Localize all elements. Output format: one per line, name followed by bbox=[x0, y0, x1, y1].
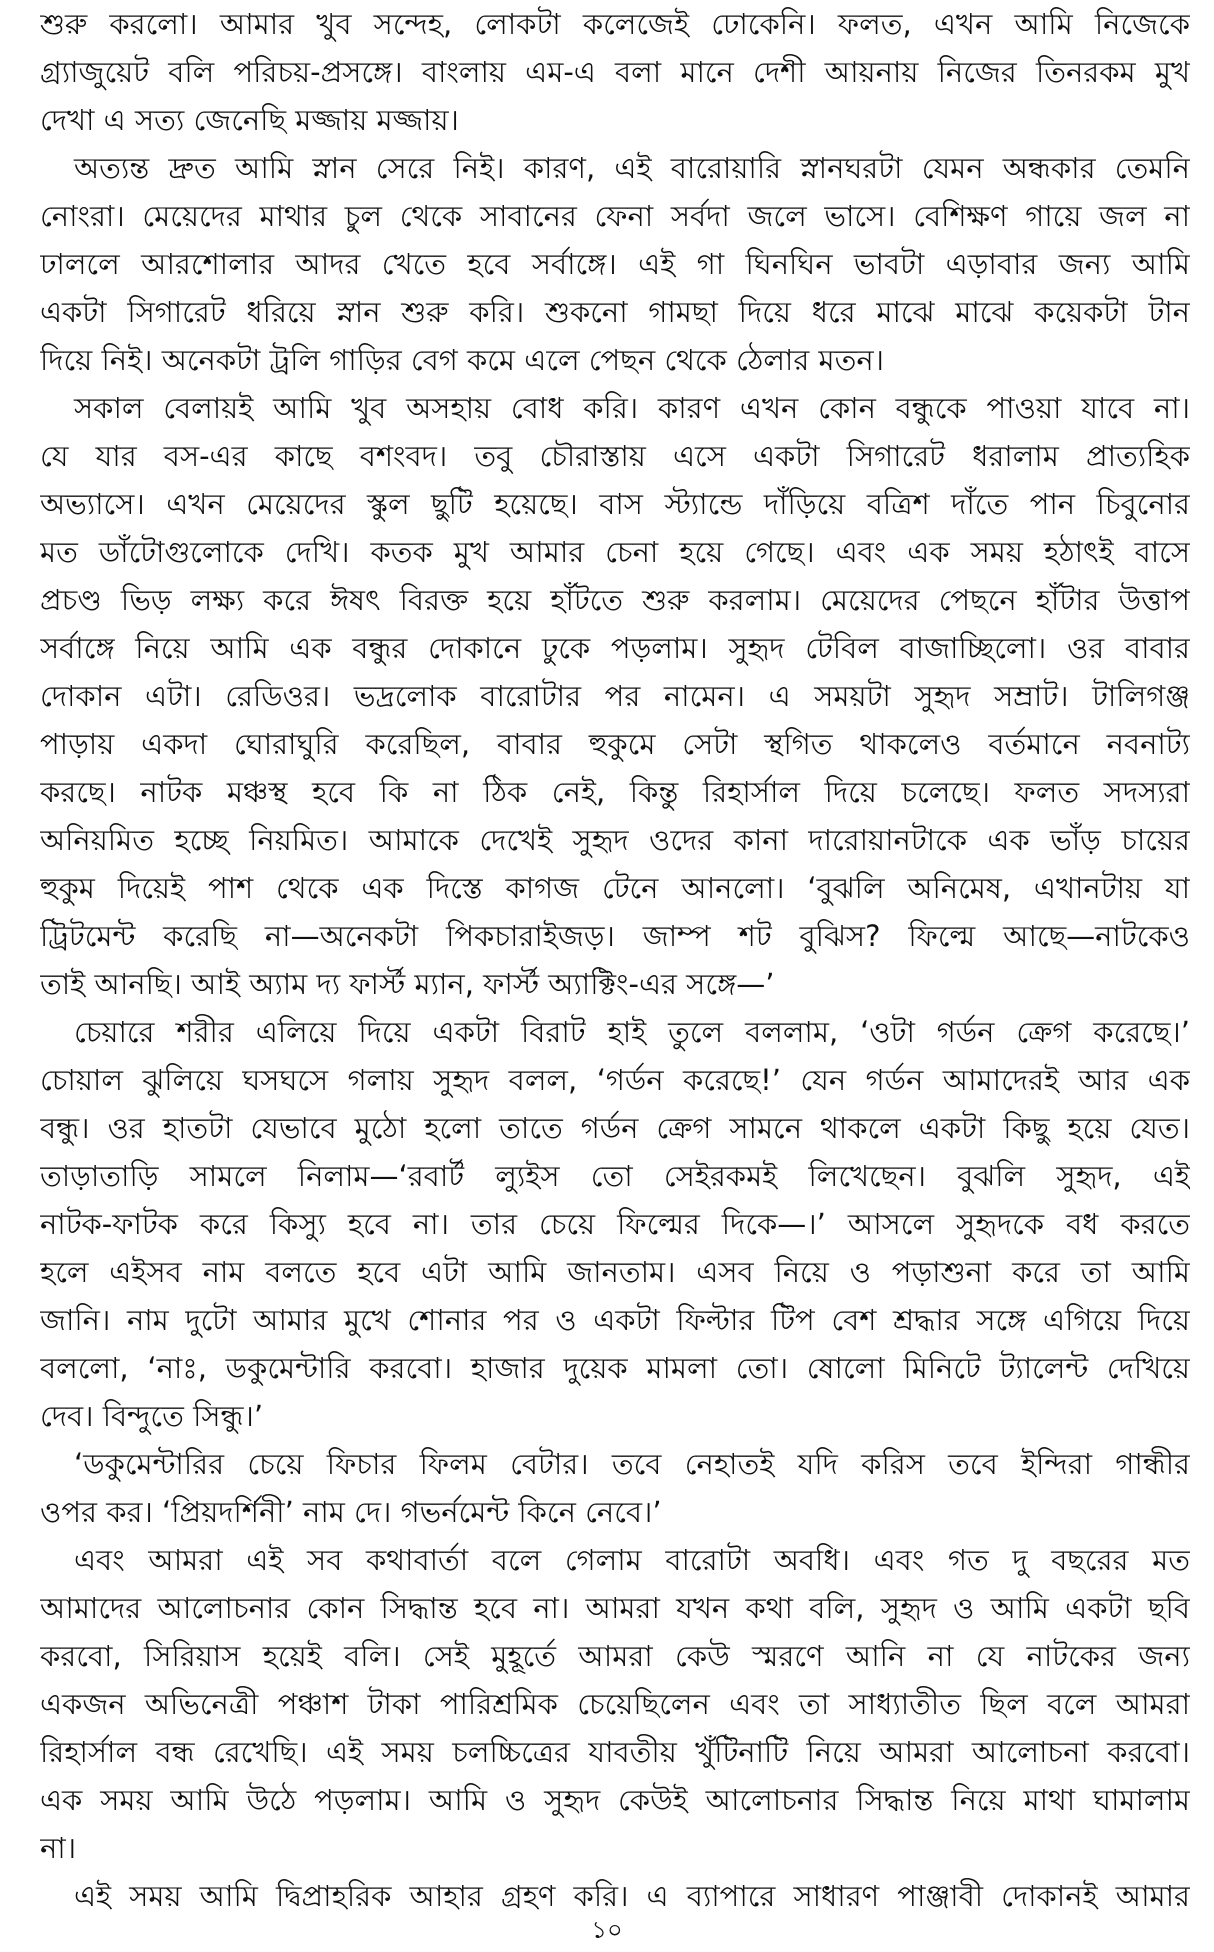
text-line: দেখা এ সত্য জেনেছি মজ্জায় মজ্জায়। bbox=[40, 103, 459, 137]
text-line: সর্বাঙ্গে নিয়ে আমি এক বন্ধুর দোকানে ঢুকে পড়লাম। সুহৃদ টেবিল বাজাচ্ছিলো। ওর বাবার bbox=[40, 631, 1190, 665]
text-line: নাটক-ফাটক করে কিস্যু হবে না। তার চেয়ে ফিল্মের দিকে—।’ আসলে সুহৃদকে বধ করতে bbox=[40, 1207, 1190, 1241]
text-line: চোয়াল ঝুলিয়ে ঘসঘসে গলায় সুহৃদ বলল, ‘গর্ডন করেছে!’ যেন গর্ডন আমাদেরই আর এক bbox=[40, 1063, 1190, 1097]
text-line: আমাদের আলোচনার কোন সিদ্ধান্ত হবে না। আমরা যখন কথা বলি, সুহৃদ ও আমি একটা ছবি bbox=[40, 1591, 1190, 1625]
text-line: পাড়ায় একদা ঘোরাঘুরি করেছিল, বাবার হুকুমে সেটা স্থগিত থাকলেও বর্তমানে নবনাট্য bbox=[40, 727, 1190, 761]
text-line: করছে। নাটক মঞ্চস্থ হবে কি না ঠিক নেই, কিন্তু রিহার্সাল দিয়ে চলেছে। ফলত সদস্যরা bbox=[40, 775, 1190, 809]
text-line: না। bbox=[40, 1831, 77, 1865]
text-line: হুকুম দিয়েই পাশ থেকে এক দিস্তে কাগজ টেনে আনলো। ‘বুঝলি অনিমেষ, এখানটায় যা bbox=[40, 871, 1190, 905]
text-line: এক সময় আমি উঠে পড়লাম। আমি ও সুহৃদ কেউই আলোচনার সিদ্ধান্ত নিয়ে মাথা ঘামালাম bbox=[40, 1783, 1190, 1817]
text-line: গ্র্যাজুয়েট বলি পরিচয়-প্রসঙ্গে। বাংলায় এম-এ বলা মানে দেশী আয়নায় নিজের তিনরকম মুখ bbox=[40, 55, 1190, 89]
text-line: একজন অভিনেত্রী পঞ্চাশ টাকা পারিশ্রমিক চেয়েছিলেন এবং তা সাধ্যাতীত ছিল বলে আমরা bbox=[40, 1687, 1190, 1721]
text-line: তাড়াতাড়ি সামলে নিলাম—‘রবার্ট ল্যুইস তো সেইরকমই লিখেছেন। বুঝলি সুহৃদ, এই bbox=[40, 1159, 1190, 1193]
text-line: দেব। বিন্দুতে সিন্ধু।’ bbox=[40, 1399, 264, 1433]
text-line: অত্যন্ত দ্রুত আমি স্নান সেরে নিই। কারণ, এই বারোয়ারি স্নানঘরটা যেমন অন্ধকার তেমনি bbox=[74, 151, 1190, 185]
text-line: একটা সিগারেট ধরিয়ে স্নান শুরু করি। শুকনো গামছা দিয়ে ধরে মাঝে মাঝে কয়েকটা টান bbox=[40, 295, 1190, 329]
text-line: করবো, সিরিয়াস হয়েই বলি। সেই মুহূর্তে আমরা কেউ স্মরণে আনি না যে নাটকের জন্য bbox=[40, 1639, 1190, 1673]
text-line: চেয়ারে শরীর এলিয়ে দিয়ে একটা বিরাট হাই তুলে বললাম, ‘ওটা গর্ডন ক্রেগ করেছে।’ bbox=[74, 1015, 1190, 1049]
text-line: রিহার্সাল বন্ধ রেখেছি। এই সময় চলচ্চিত্রের যাবতীয় খুঁটিনাটি নিয়ে আমরা আলোচনা করবো। bbox=[40, 1735, 1190, 1769]
text-line: সকাল বেলায়ই আমি খুব অসহায় বোধ করি। কারণ এখন কোন বন্ধুকে পাওয়া যাবে না। bbox=[74, 391, 1190, 425]
text-line: অভ্যাসে। এখন মেয়েদের স্কুল ছুটি হয়েছে। বাস স্ট্যান্ডে দাঁড়িয়ে বত্রিশ দাঁতে পান চিবুনোর bbox=[40, 487, 1190, 521]
text-line: এবং আমরা এই সব কথাবার্তা বলে গেলাম বারোটা অবধি। এবং গত দু বছরের মত bbox=[74, 1543, 1190, 1577]
text-line: এই সময় আমি দ্বিপ্রাহরিক আহার গ্রহণ করি। এ ব্যাপারে সাধারণ পাঞ্জাবী দোকানই আমার bbox=[74, 1879, 1190, 1913]
text-line: তাই আনছি। আই অ্যাম দ্য ফার্স্ট ম্যান, ফার্স্ট অ্যাক্টিং-এর সঙ্গে—’ bbox=[40, 967, 775, 1001]
book-page-text bbox=[40, 0, 1190, 1920]
page-number: ১০ bbox=[591, 1916, 623, 1944]
text-line: মত ডাঁটোগুলোকে দেখি। কতক মুখ আমার চেনা হয়ে গেছে। এবং এক সময় হঠাৎই বাসে bbox=[40, 535, 1190, 569]
text-line: দোকান এটা। রেডিওর। ভদ্রলোক বারোটার পর নামেন। এ সময়টা সুহৃদ সম্রাট। টালিগঞ্জ bbox=[40, 679, 1190, 713]
text-line: অনিয়মিত হচ্ছে নিয়মিত। আমাকে দেখেই সুহৃদ ওদের কানা দারোয়ানটাকে এক ভাঁড় চায়ের bbox=[40, 823, 1190, 857]
text-line: যে যার বস-এর কাছে বশংবদ। তবু চৌরাস্তায় এসে একটা সিগারেট ধরালাম প্রাত্যহিক bbox=[40, 439, 1190, 473]
text-line: জানি। নাম দুটো আমার মুখে শোনার পর ও একটা ফিল্টার টিপ বেশ শ্রদ্ধার সঙ্গে এগিয়ে দিয়ে bbox=[40, 1303, 1190, 1337]
text-line: নোংরা। মেয়েদের মাথার চুল থেকে সাবানের ফেনা সর্বদা জলে ভাসে। বেশিক্ষণ গায়ে জল না bbox=[40, 199, 1190, 233]
text-line: ‘ডকুমেন্টারির চেয়ে ফিচার ফিলম বেটার। তবে নেহাতই যদি করিস তবে ইন্দিরা গান্ধীর bbox=[74, 1447, 1190, 1481]
text-line: দিয়ে নিই। অনেকটা ট্রলি গাড়ির বেগ কমে এলে পেছন থেকে ঠেলার মতন। bbox=[40, 343, 885, 377]
text-line: বন্ধু। ওর হাতটা যেভাবে মুঠো হলো তাতে গর্ডন ক্রেগ সামনে থাকলে একটা কিছু হয়ে যেত। bbox=[40, 1111, 1190, 1145]
text-line: হলে এইসব নাম বলতে হবে এটা আমি জানতাম। এসব নিয়ে ও পড়াশুনা করে তা আমি bbox=[40, 1255, 1190, 1289]
text-line: প্রচণ্ড ভিড় লক্ষ্য করে ঈষৎ বিরক্ত হয়ে হাঁটতে শুরু করলাম। মেয়েদের পেছনে হাঁটার উত্তাপ bbox=[40, 583, 1190, 617]
text-line: শুরু করলো। আমার খুব সন্দেহ, লোকটা কলেজেই ঢোকেনি। ফলত, এখন আমি নিজেকে bbox=[40, 7, 1190, 41]
text-line: ঢাললে আরশোলার আদর খেতে হবে সর্বাঙ্গে। এই গা ঘিনঘিন ভাবটা এড়াবার জন্য আমি bbox=[40, 247, 1190, 281]
text-line: ওপর কর। ‘প্রিয়দর্শিনী’ নাম দে। গভর্নমেন্ট কিনে নেবে।’ bbox=[40, 1495, 662, 1529]
text-line: ট্রিটমেন্ট করেছি না—অনেকটা পিকচারাইজড়। জাম্প শট বুঝিস? ফিল্মে আছে—নাটকেও bbox=[40, 919, 1190, 953]
text-line: বললো, ‘নাঃ, ডকুমেন্টারি করবো। হাজার দুয়েক মামলা তো। ষোলো মিনিটে ট্যালেন্ট দেখিয়ে bbox=[40, 1351, 1190, 1385]
